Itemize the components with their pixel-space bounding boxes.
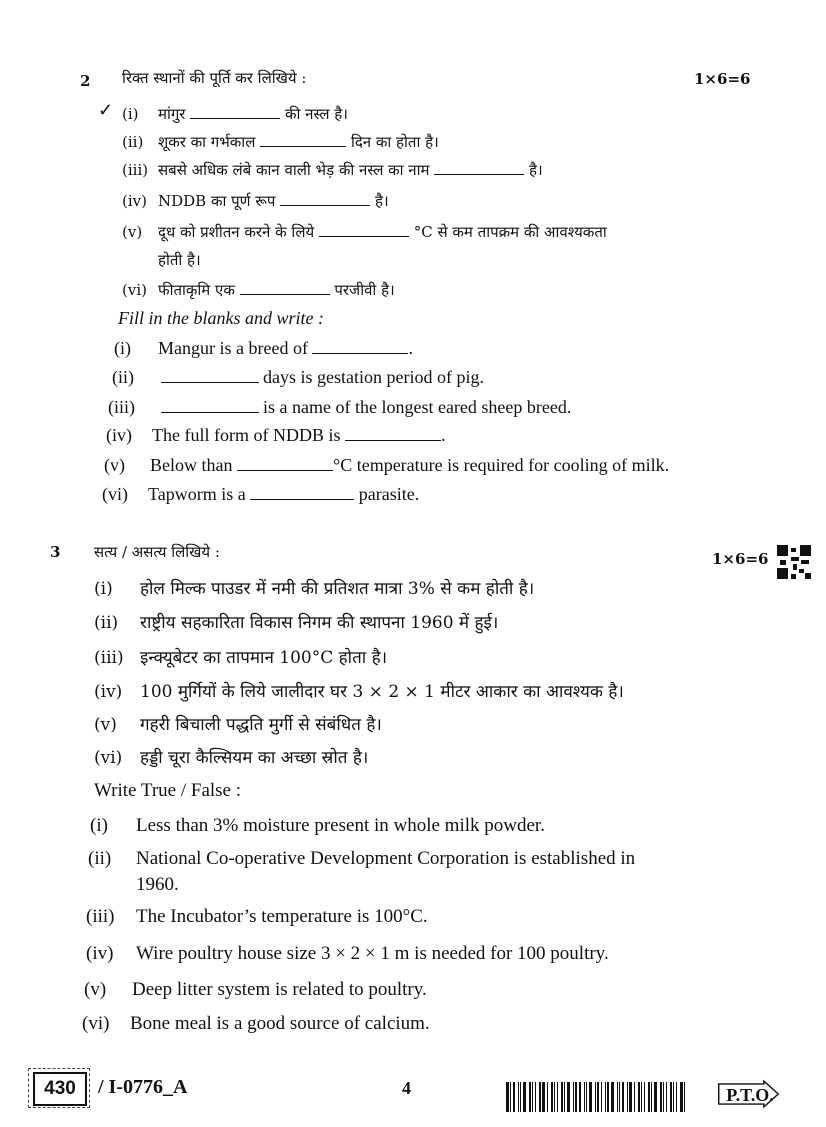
- question-2-english-heading: Fill in the blanks and write :: [118, 308, 324, 328]
- q3-hindi-item: (iv) 100 मुर्गियों के लिये जालीदार घर 3 × 2 × 1 मीटर आकार का आवश्यक है।: [94, 682, 624, 702]
- barcode-icon: [506, 1082, 702, 1112]
- q3-english-item: (v) Deep litter system is related to poultry.: [84, 979, 427, 1000]
- q3-hindi-item: (v) गहरी बिचाली पद्धति मुर्गी से संबंधित है।: [94, 715, 382, 735]
- q2-english-item: (iii) is a name of the longest eared sheep breed.: [108, 397, 572, 417]
- q3-english-item: (ii) National Co-operative Development Corporation is established in: [88, 848, 636, 869]
- q3-english-item: (iii) The Incubator’s temperature is 100°C.: [86, 906, 428, 927]
- q3-hindi-item: (i) होल मिल्क पाउडर में नमी की प्रतिशत मात्रा 3% से कम होती है।: [94, 579, 535, 599]
- q2-english-item: (ii) days is gestation period of pig.: [112, 367, 484, 387]
- q2-hindi-item: (vi) फीताकृमि एक परजीवी है।: [122, 281, 395, 299]
- check-mark-icon: ✓: [98, 100, 114, 120]
- q3-english-item: (iv) Wire poultry house size 3 × 2 × 1 m is needed for 100 poultry.: [86, 943, 609, 964]
- question-2-marks: 1×6=6: [694, 70, 751, 88]
- qr-code-icon: [777, 545, 811, 579]
- question-2-number: 2: [80, 72, 91, 90]
- page-count: 430: [33, 1072, 87, 1106]
- q3-english-item: (vi) Bone meal is a good source of calcium.: [82, 1013, 430, 1034]
- q2-english-item: (v) Below than °C temperature is required for cooling of milk.: [104, 455, 670, 475]
- q2-english-item: (i) Mangur is a breed of .: [114, 338, 413, 358]
- question-3-marks: 1×6=6: [712, 550, 769, 568]
- q2-hindi-item-continued: होती है।: [158, 251, 201, 269]
- pto-label: P.T.O.: [726, 1085, 774, 1105]
- q2-hindi-item: (iii) सबसे अधिक लंबे कान वाली भेड़ की नस्ल का नाम है।: [122, 161, 543, 179]
- page-number: 4: [402, 1078, 411, 1098]
- q3-hindi-item: (vi) हड्डी चूरा कैल्सियम का अच्छा स्रोत है।: [94, 748, 369, 768]
- paper-code: / I-0776_A: [98, 1076, 188, 1098]
- q2-hindi-item: (iv) NDDB का पूर्ण रूप है।: [122, 192, 389, 210]
- q2-english-item: (iv) The full form of NDDB is .: [106, 425, 446, 445]
- question-3-hindi-heading: सत्य / असत्य लिखिये :: [94, 543, 220, 561]
- q2-hindi-item: (v) दूध को प्रशीतन करने के लिये °C से कम तापक्रम की आवश्यकता: [122, 223, 607, 241]
- q3-hindi-item: (ii) राष्ट्रीय सहकारिता विकास निगम की स्थापना 1960 में हुई।: [94, 613, 499, 633]
- q3-english-item-continued: 1960.: [136, 874, 179, 895]
- page-count-box: [28, 1068, 90, 1108]
- question-3-number: 3: [50, 543, 61, 561]
- q2-hindi-item: (i) मांगुर की नस्ल है।: [122, 105, 348, 123]
- q2-english-item: (vi) Tapworm is a parasite.: [102, 484, 420, 504]
- question-2-hindi-heading: रिक्त स्थानों की पूर्ति कर लिखिये :: [122, 69, 307, 87]
- q3-english-item: (i) Less than 3% moisture present in whole milk powder.: [90, 815, 545, 836]
- question-3-english-heading: Write True / False :: [94, 780, 242, 801]
- q3-hindi-item: (iii) इन्क्यूबेटर का तापमान 100°C होता है।: [94, 648, 388, 668]
- q2-hindi-item: (ii) शूकर का गर्भकाल दिन का होता है।: [122, 133, 439, 151]
